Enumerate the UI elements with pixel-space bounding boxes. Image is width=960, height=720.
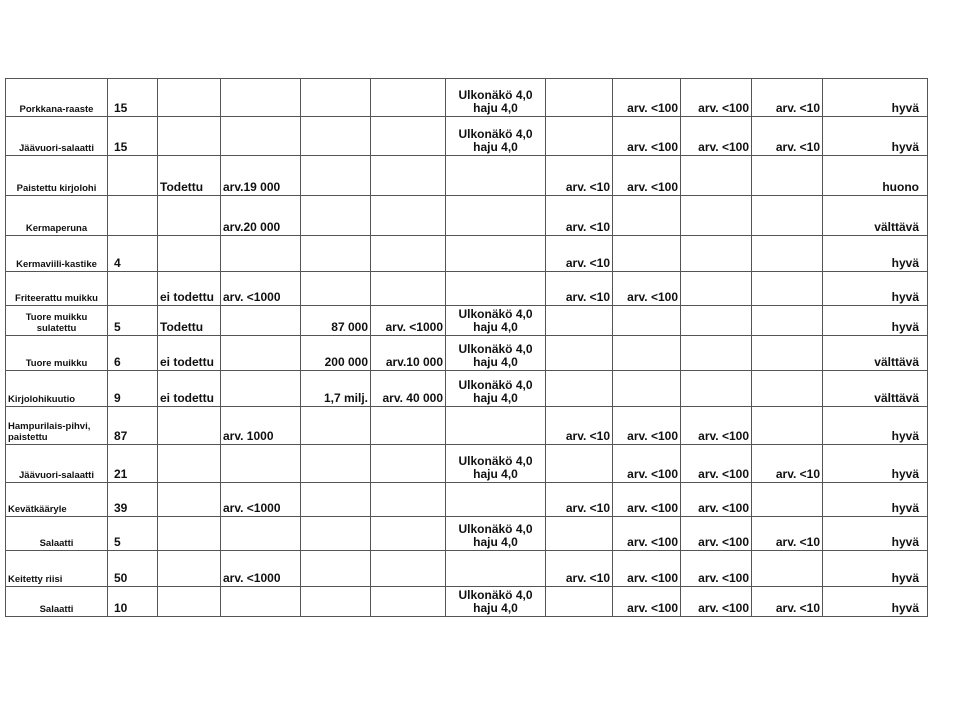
value-cell-b [301,196,371,236]
table-row [6,336,928,371]
salmonella-cell [158,445,221,483]
table-row [6,407,928,445]
value-cell-f [681,156,752,196]
value-cell-e [613,306,681,336]
appearance-text: Ulkonäkö 4,0 [458,342,533,356]
result-cell: hyvä [823,587,928,617]
value-cell-b: 200 000 [301,336,371,371]
odor-text: haju 4,0 [473,140,518,154]
sensory-cell [446,371,546,407]
value-cell-f [681,272,752,306]
food-name: Jäävuori-salaatti [6,117,108,156]
table-row [6,445,928,483]
result-cell: hyvä [823,306,928,336]
value-cell-d [546,336,613,371]
value-cell-f [681,371,752,407]
value-cell-e: arv. <100 [613,445,681,483]
appearance-text: Ulkonäkö 4,0 [458,454,533,468]
salmonella-cell: Todettu [158,306,221,336]
value-cell-d [546,306,613,336]
odor-text: haju 4,0 [473,320,518,334]
value-cell-d: arv. <10 [546,551,613,587]
value-cell-d [546,79,613,117]
odor-text: haju 4,0 [473,535,518,549]
value-cell-a: arv. <1000 [221,551,301,587]
value-cell-g: arv. <10 [752,117,823,156]
value-cell-c [371,445,446,483]
value-cell-a: arv. <1000 [221,272,301,306]
count-cell: 10 [108,587,158,617]
value-cell-g [752,371,823,407]
food-name: Hampurilais-pihvi, paistettu [6,407,108,445]
table-row [6,272,928,306]
count-cell [108,196,158,236]
value-cell-f: arv. <100 [681,587,752,617]
value-cell-a [221,445,301,483]
value-cell-a [221,236,301,272]
table-row [6,587,928,617]
food-name: Kermaperuna [6,196,108,236]
food-name: Keitetty riisi [6,551,108,587]
value-cell-e [613,196,681,236]
value-cell-d: arv. <10 [546,483,613,517]
value-cell-f: arv. <100 [681,79,752,117]
value-cell-g: arv. <10 [752,445,823,483]
value-cell-a: arv.19 000 [221,156,301,196]
result-cell: hyvä [823,272,928,306]
appearance-text: Ulkonäkö 4,0 [458,88,533,102]
salmonella-cell [158,236,221,272]
value-cell-g: arv. <10 [752,587,823,617]
food-name: Paistettu kirjolohi [6,156,108,196]
sensory-cell [446,156,546,196]
value-cell-f: arv. <100 [681,483,752,517]
table-row [6,306,928,336]
value-cell-b [301,445,371,483]
value-cell-b [301,272,371,306]
value-cell-f: arv. <100 [681,517,752,551]
value-cell-c [371,517,446,551]
value-cell-a [221,587,301,617]
table-row [6,483,928,517]
value-cell-c [371,236,446,272]
value-cell-e: arv. <100 [613,79,681,117]
value-cell-f: arv. <100 [681,445,752,483]
salmonella-cell [158,483,221,517]
appearance-text: Ulkonäkö 4,0 [458,127,533,141]
food-name: Kirjolohikuutio [6,371,108,407]
value-cell-c [371,156,446,196]
value-cell-c [371,587,446,617]
sensory-cell [446,407,546,445]
value-cell-b [301,551,371,587]
appearance-text: Ulkonäkö 4,0 [458,522,533,536]
value-cell-g: arv. <10 [752,79,823,117]
salmonella-cell [158,551,221,587]
value-cell-b [301,79,371,117]
value-cell-d: arv. <10 [546,196,613,236]
appearance-text: Ulkonäkö 4,0 [458,378,533,392]
food-name: Tuore muikku sulatettu [6,306,108,336]
value-cell-b [301,407,371,445]
result-cell: välttävä [823,371,928,407]
value-cell-c: arv.10 000 [371,336,446,371]
value-cell-a: arv.20 000 [221,196,301,236]
sensory-cell [446,551,546,587]
sensory-cell [446,306,546,336]
count-cell: 5 [108,306,158,336]
value-cell-g [752,407,823,445]
value-cell-c [371,196,446,236]
count-cell: 9 [108,371,158,407]
value-cell-e: arv. <100 [613,551,681,587]
value-cell-g [752,196,823,236]
table-row [6,517,928,551]
table-row [6,156,928,196]
value-cell-c [371,79,446,117]
value-cell-a: arv. 1000 [221,407,301,445]
salmonella-cell [158,517,221,551]
results-table [5,78,928,617]
value-cell-f: arv. <100 [681,117,752,156]
value-cell-e: arv. <100 [613,156,681,196]
value-cell-d [546,117,613,156]
count-cell: 39 [108,483,158,517]
odor-text: haju 4,0 [473,101,518,115]
count-cell: 5 [108,517,158,551]
salmonella-cell: Todettu [158,156,221,196]
value-cell-f: arv. <100 [681,407,752,445]
sensory-cell [446,587,546,617]
value-cell-g [752,156,823,196]
value-cell-b: 1,7 milj. [301,371,371,407]
value-cell-c [371,117,446,156]
salmonella-cell [158,587,221,617]
value-cell-d [546,517,613,551]
value-cell-g [752,336,823,371]
sensory-cell [446,236,546,272]
food-name: Jäävuori-salaatti [6,445,108,483]
appearance-text: Ulkonäkö 4,0 [458,588,533,602]
result-cell: hyvä [823,117,928,156]
value-cell-c [371,551,446,587]
value-cell-f: arv. <100 [681,551,752,587]
appearance-text: Ulkonäkö 4,0 [458,307,533,321]
value-cell-a [221,306,301,336]
table-row [6,236,928,272]
table-body [6,79,928,617]
result-cell: hyvä [823,551,928,587]
salmonella-cell: ei todettu [158,272,221,306]
value-cell-c: arv. <1000 [371,306,446,336]
value-cell-c: arv. 40 000 [371,371,446,407]
value-cell-a [221,517,301,551]
food-name: Salaatti [6,517,108,551]
count-cell: 6 [108,336,158,371]
table-row [6,79,928,117]
result-cell: hyvä [823,407,928,445]
value-cell-g [752,236,823,272]
table-row [6,551,928,587]
count-cell: 4 [108,236,158,272]
result-cell: hyvä [823,517,928,551]
count-cell [108,156,158,196]
value-cell-a [221,117,301,156]
value-cell-b [301,156,371,196]
value-cell-a [221,371,301,407]
value-cell-d: arv. <10 [546,272,613,306]
count-cell: 21 [108,445,158,483]
result-cell: välttävä [823,196,928,236]
sensory-cell [446,336,546,371]
value-cell-a [221,336,301,371]
salmonella-cell [158,196,221,236]
value-cell-b [301,483,371,517]
count-cell: 15 [108,117,158,156]
value-cell-e: arv. <100 [613,517,681,551]
salmonella-cell: ei todettu [158,371,221,407]
results-document [5,78,927,617]
value-cell-e: arv. <100 [613,117,681,156]
table-row [6,371,928,407]
value-cell-f [681,236,752,272]
food-name: Friteerattu muikku [6,272,108,306]
value-cell-e: arv. <100 [613,272,681,306]
salmonella-cell [158,117,221,156]
sensory-cell [446,79,546,117]
sensory-cell [446,445,546,483]
odor-text: haju 4,0 [473,355,518,369]
odor-text: haju 4,0 [473,391,518,405]
result-cell: hyvä [823,483,928,517]
value-cell-b [301,587,371,617]
result-cell: hyvä [823,79,928,117]
value-cell-b [301,236,371,272]
value-cell-d: arv. <10 [546,236,613,272]
value-cell-g [752,483,823,517]
value-cell-e [613,371,681,407]
food-name: Porkkana-raaste [6,79,108,117]
odor-text: haju 4,0 [473,601,518,615]
count-cell: 87 [108,407,158,445]
count-cell [108,272,158,306]
value-cell-g [752,551,823,587]
value-cell-e [613,236,681,272]
value-cell-d: arv. <10 [546,156,613,196]
value-cell-c [371,407,446,445]
value-cell-g: arv. <10 [752,517,823,551]
food-name: Salaatti [6,587,108,617]
value-cell-a: arv. <1000 [221,483,301,517]
value-cell-b: 87 000 [301,306,371,336]
sensory-cell [446,483,546,517]
value-cell-e: arv. <100 [613,483,681,517]
value-cell-e: arv. <100 [613,587,681,617]
result-cell: välttävä [823,336,928,371]
result-cell: huono [823,156,928,196]
value-cell-f [681,336,752,371]
value-cell-a [221,79,301,117]
value-cell-g [752,272,823,306]
value-cell-e [613,336,681,371]
table-row [6,117,928,156]
value-cell-g [752,306,823,336]
sensory-cell [446,272,546,306]
result-cell: hyvä [823,445,928,483]
sensory-cell [446,117,546,156]
table-row [6,196,928,236]
value-cell-e: arv. <100 [613,407,681,445]
value-cell-b [301,117,371,156]
count-cell: 15 [108,79,158,117]
value-cell-d: arv. <10 [546,407,613,445]
salmonella-cell [158,407,221,445]
salmonella-cell: ei todettu [158,336,221,371]
value-cell-c [371,483,446,517]
value-cell-d [546,445,613,483]
value-cell-b [301,517,371,551]
value-cell-d [546,587,613,617]
sensory-cell [446,517,546,551]
count-cell: 50 [108,551,158,587]
sensory-cell [446,196,546,236]
value-cell-f [681,196,752,236]
odor-text: haju 4,0 [473,467,518,481]
food-name: Tuore muikku [6,336,108,371]
value-cell-d [546,371,613,407]
value-cell-c [371,272,446,306]
food-name: Kevätkääryle [6,483,108,517]
result-cell: hyvä [823,236,928,272]
value-cell-f [681,306,752,336]
salmonella-cell [158,79,221,117]
food-name: Kermaviili-kastike [6,236,108,272]
